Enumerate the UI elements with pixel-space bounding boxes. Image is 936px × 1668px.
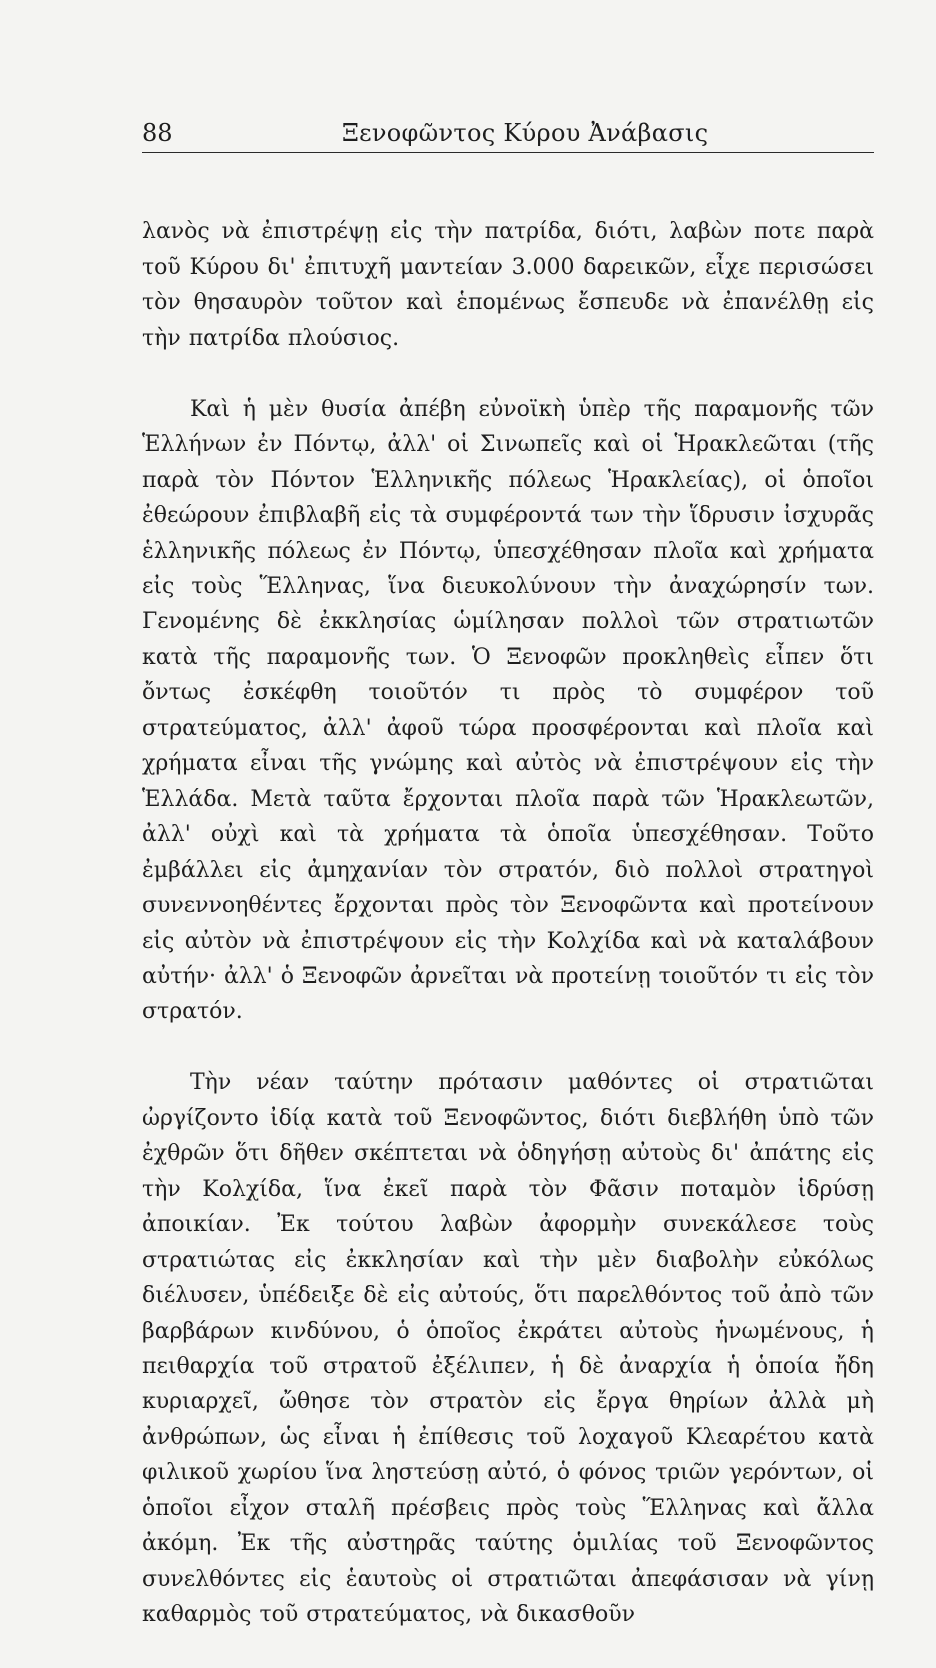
paragraph-2: Καὶ ἡ μὲν θυσία ἀπέβη εὐνοϊκὴ ὑπὲρ τῆς παραμονῆς τῶν Ἑλλήνων ἐν Πόντῳ, ἀλλ' οἱ Σινωπεῖς καὶ οἱ Ἡρακλεῶται (τῆς παρὰ τὸν Πόντον Ἑλληνικῆς πόλεως Ἡρακλείας), οἱ ὁποῖοι ἐθεώρουν ἐπιβλαβῆ εἰς τὰ συμφέροντά των τὴν ἵδρυσιν ἰσχυρᾶς ἑλληνικῆς πόλεως ἐν Πόντῳ, ὑπεσχέθησαν πλοῖα καὶ χρήματα εἰς τοὺς Ἕλληνας, ἵνα διευκολύνουν τὴν ἀναχώρησίν των. Γενομένης δὲ ἐκκλησίας ὡμίλησαν πολλοὶ τῶν στρατιωτῶν κατὰ τῆς παραμονῆς των. Ὁ Ξενοφῶν προκληθεὶς εἶπεν ὅτι ὄντως ἐσκέφθη τοιοῦτόν τι πρὸς τὸ συμφέρον τοῦ στρατεύματος, ἀλλ' ἀφοῦ τώρα προσφέρονται καὶ πλοῖα καὶ χρήματα εἶναι τῆς γνώμης καὶ αὐτὸς νὰ ἐπιστρέψουν εἰς τὴν Ἑλλάδα. Μετὰ ταῦτα ἔρχονται πλοῖα παρὰ τῶν Ἡρακλεωτῶν, ἀλλ' οὐχὶ καὶ τὰ χρήματα τὰ ὁποῖα ὑπεσχέθησαν. Τοῦτο ἐμβάλλει εἰς ἀμηχανίαν τὸν στρατόν, διὸ πολλοὶ στρατηγοὶ συνεννοηθέντες ἔρχονται πρὸς τὸν Ξενοφῶντα καὶ προτείνουν εἰς αὐτὸν νὰ ἐπιστρέψουν εἰς τὴν Κολχίδα καὶ νὰ καταλάβουν αὐτήν· ἀλλ' ὁ Ξενοφῶν ἀρνεῖται νὰ προτείνῃ τοιοῦτόν τι εἰς τὸν στρατόν. [142, 396, 874, 1025]
running-title: Ξενοφῶντος Κύρου Ἀνάβασις [342, 119, 709, 147]
page-header [142, 116, 874, 153]
page-number: 88 [142, 119, 173, 147]
paragraph-1: λανὸς νὰ ἐπιστρέψῃ εἰς τὴν πατρίδα, διότι, λαβὼν ποτε παρὰ τοῦ Κύρου δι' ἐπιτυχῆ μαντείαν 3.000 δαρεικῶν, εἶχε περισώσει τὸν θησαυρὸν τοῦτον καὶ ἑπομένως ἔσπευδε νὰ ἐπανέλθῃ εἰς τὴν πατρίδα πλούσιος. [142, 219, 874, 351]
body-text [142, 179, 874, 1668]
paragraph-3: Τὴν νέαν ταύτην πρότασιν μαθόντες οἱ στρατιῶται ὠργίζοντο ἰδίᾳ κατὰ τοῦ Ξενοφῶντος, διότι διεβλήθη ὑπὸ τῶν ἐχθρῶν ὅτι δῆθεν σκέπτεται νὰ ὁδηγήσῃ αὐτοὺς δι' ἀπάτης εἰς τὴν Κολχίδα, ἵνα ἐκεῖ παρὰ τὸν Φᾶσιν ποταμὸν ἱδρύσῃ ἀποικίαν. Ἐκ τούτου λαβὼν ἀφορμὴν συνεκάλεσε τοὺς στρατιώτας εἰς ἐκκλησίαν καὶ τὴν μὲν διαβολὴν εὐκόλως διέλυσεν, ὑπέδειξε δὲ εἰς αὐτούς, ὅτι παρελθόντος τοῦ ἀπὸ τῶν βαρβάρων κινδύνου, ὁ ὁποῖος ἐκράτει αὐτοὺς ἡνωμένους, ἡ πειθαρχία τοῦ στρατοῦ ἐξέλιπεν, ἡ δὲ ἀναρχία ἡ ὁποία ἤδη κυριαρχεῖ, ὤθησε τὸν στρατὸν εἰς ἔργα θηρίων ἀλλὰ μὴ ἀνθρώπων, ὡς εἶναι ἡ ἐπίθεσις τοῦ λοχαγοῦ Κλεαρέτου κατὰ φιλικοῦ χωρίου ἵνα ληστεύσῃ αὐτό, ὁ φόνος τριῶν γερόντων, οἱ ὁποῖοι εἶχον σταλῆ πρέσβεις πρὸς τοὺς Ἕλληνας καὶ ἄλλα ἀκόμη. Ἐκ τῆς αὐστηρᾶς ταύτης ὁμιλίας τοῦ Ξενοφῶντος συνελθόντες εἰς ἑαυτοὺς οἱ στρατιῶται ἀπεφάσισαν νὰ γίνῃ καθαρμὸς τοῦ στρατεύματος, νὰ δικασθοῦν [142, 1070, 874, 1628]
